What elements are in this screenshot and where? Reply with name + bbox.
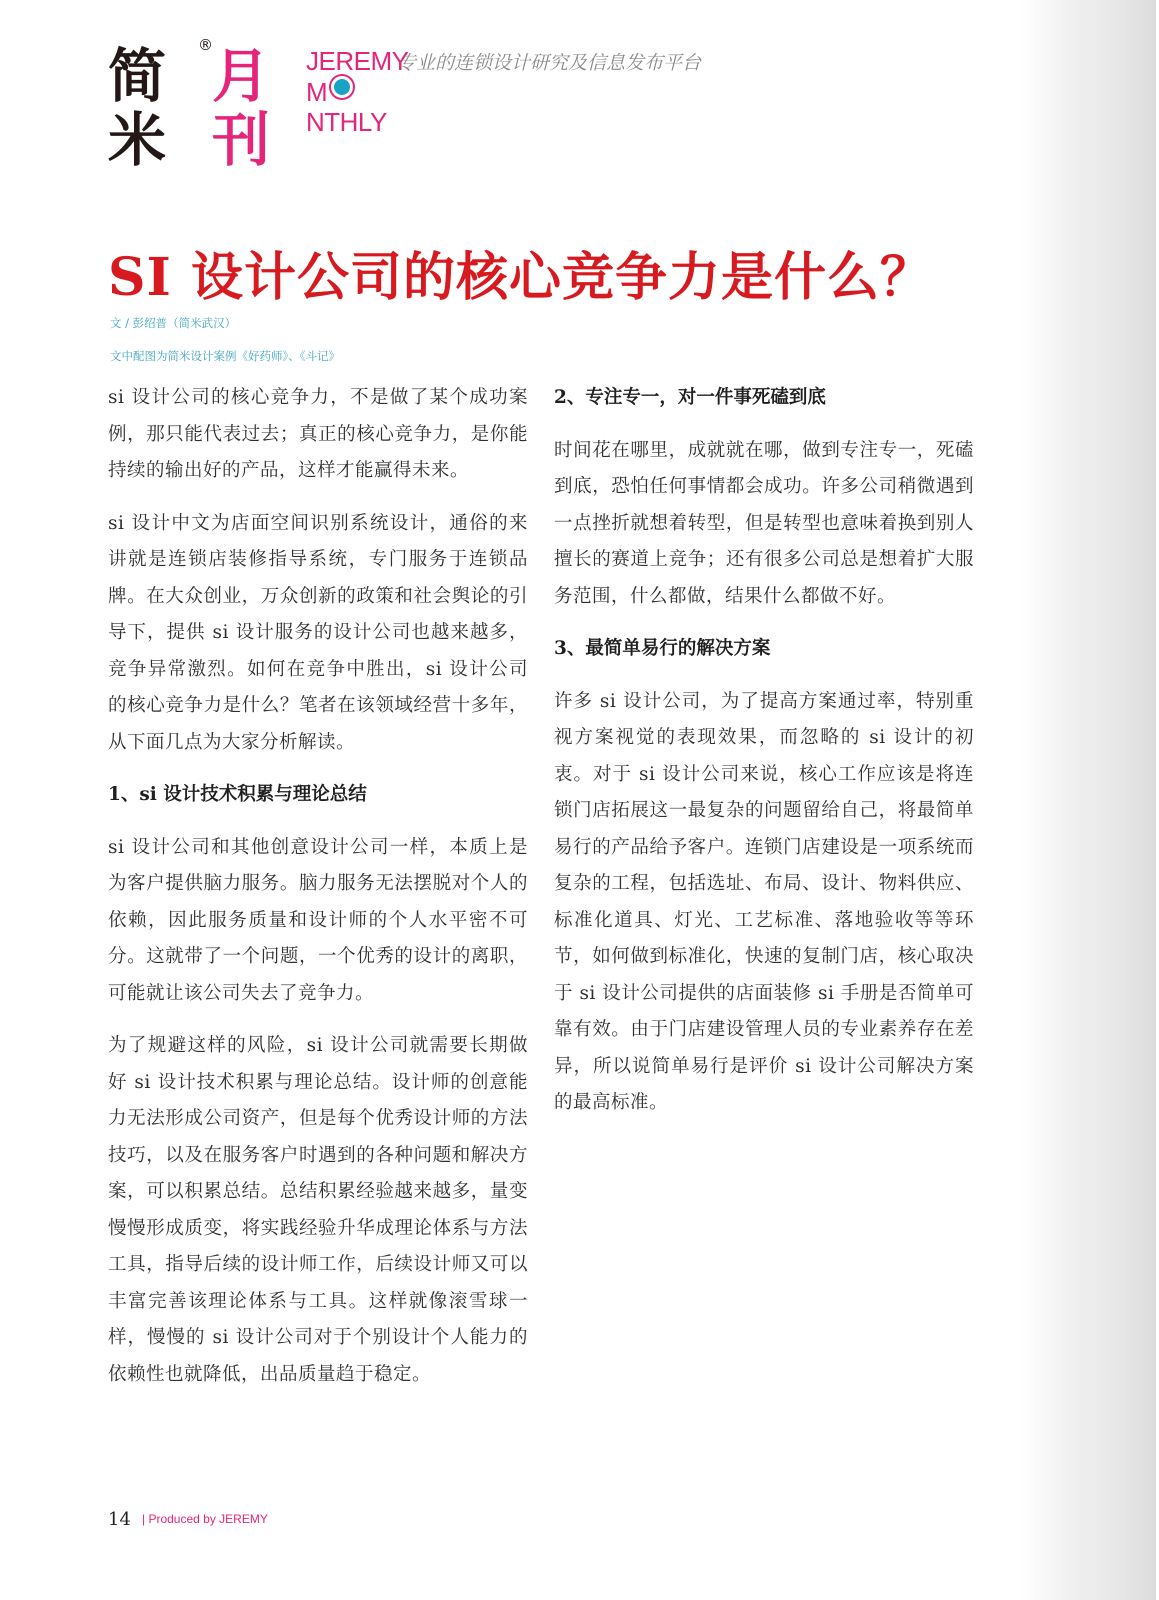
article-title: SI 设计公司的核心竞争力是什么？ — [108, 246, 933, 308]
logo-circle-icon — [331, 76, 353, 98]
left-column — [108, 380, 528, 1409]
paragraph-section-1a: si 设计公司和其他创意设计公司一样，本质上是为客户提供脑力服务。脑力服务无法摆脱对个人的依赖，因此服务质量和设计师的个人水平密不可分。这就带了一个问题，一个优秀的设计的离职，可能就让该公司失去了竞争力。 — [108, 836, 528, 1004]
logo-monthly-suffix: NTHLY — [306, 107, 387, 137]
page-footer — [108, 1509, 268, 1530]
paragraph-section-1b: 为了规避这样的风险，si 设计公司就需要长期做好 si 设计技术积累与理论总结。设计师的创意能力无法形成公司资产，但是每个优秀设计师的方法技巧，以及在服务客户时遇到的各种问题和解决方案，可以积累总结。总结积累经验越来越多，量变慢慢形成质变，将实践经验升华成理论体系与方法工具，指导后续的设计师工作，后续设计师又可以丰富完善该理论体系与工具。这样就像滚雪球一样，慢慢的 si 设计公司对于个别设计个人能力的依赖性也就降低，出品质量趋于稳定。 — [108, 1035, 528, 1385]
page-number: 14 — [108, 1509, 131, 1530]
logo-monthly-cn: 月刊 — [212, 42, 269, 174]
logo-monthly-prefix: M — [306, 77, 328, 107]
logo-jeremy-text: JEREMY — [306, 46, 409, 76]
paragraph-intro: si 设计公司的核心竞争力，不是做了某个成功案例，那只能代表过去；真正的核心竞争力，是你能持续的输出好的产品，这样才能赢得未来。 — [108, 387, 528, 481]
paragraph-definition: si 设计中文为店面空间识别系统设计，通俗的来讲就是连锁店装修指导系统，专门服务于连锁品牌。在大众创业，万众创新的政策和社会舆论的引导下，提供 si 设计服务的设计公司也越来越多，竞争异常激烈。如何在竞争中胜出，si 设计公司的核心竞争力是什么？笔者在该领域经营十多年，从下面几点为大家分析解读。 — [108, 512, 528, 753]
paragraph-section-2: 时间花在哪里，成就就在哪，做到专注专一，死磕到底，恐怕任何事情都会成功。许多公司稍微遇到一点挫折就想着转型，但是转型也意味着换到别人擅长的赛道上竞争；还有很多公司总是想着扩大服务范围，什么都做，结果什么都做不好。 — [554, 439, 974, 607]
paragraph-section-3: 许多 si 设计公司，为了提高方案通过率，特别重视方案视觉的表现效果，而忽略的 si 设计的初衷。对于 si 设计公司来说，核心工作应该是将连锁门店拓展这一最复杂的问题留给自己，将最简单易行的产品给予客户。连锁门店建设是一项系统而复杂的工程，包括选址、布局、设计、物料供应、标准化道具、灯光、工艺标准、落地验收等等环节，如何做到标准化，快速的复制门店，核心取决于 si 设计公司提供的店面装修 si 手册是否简单可靠有效。由于门店建设管理人员的专业素养存在差异，所以说简单易行是评价 si 设计公司解决方案的最高标准。 — [554, 690, 974, 1113]
masthead-tagline: 专业的连锁设计研究及信息发布平台 — [397, 52, 702, 74]
page-gutter-shadow — [1021, 0, 1156, 1600]
section-heading-2: 2、专注专一，对一件事死磕到底 — [554, 387, 826, 408]
logo-jianmi: 简米 — [108, 42, 165, 174]
byline: 文 / 彭绍普（简米武汉） — [110, 316, 237, 330]
image-credit-note: 文中配图为简米设计案例《好药师》、《斗记》 — [110, 349, 340, 363]
logo-jeremy-monthly — [306, 46, 408, 137]
section-heading-3: 3、最简单易行的解决方案 — [554, 638, 771, 659]
produced-by-credit: | Produced by JEREMY — [142, 1512, 268, 1526]
registered-mark-icon: ® — [198, 36, 213, 54]
logo-monthly-text — [306, 76, 408, 137]
right-column — [554, 380, 974, 1138]
section-heading-1: 1、si 设计技术积累与理论总结 — [108, 784, 367, 805]
